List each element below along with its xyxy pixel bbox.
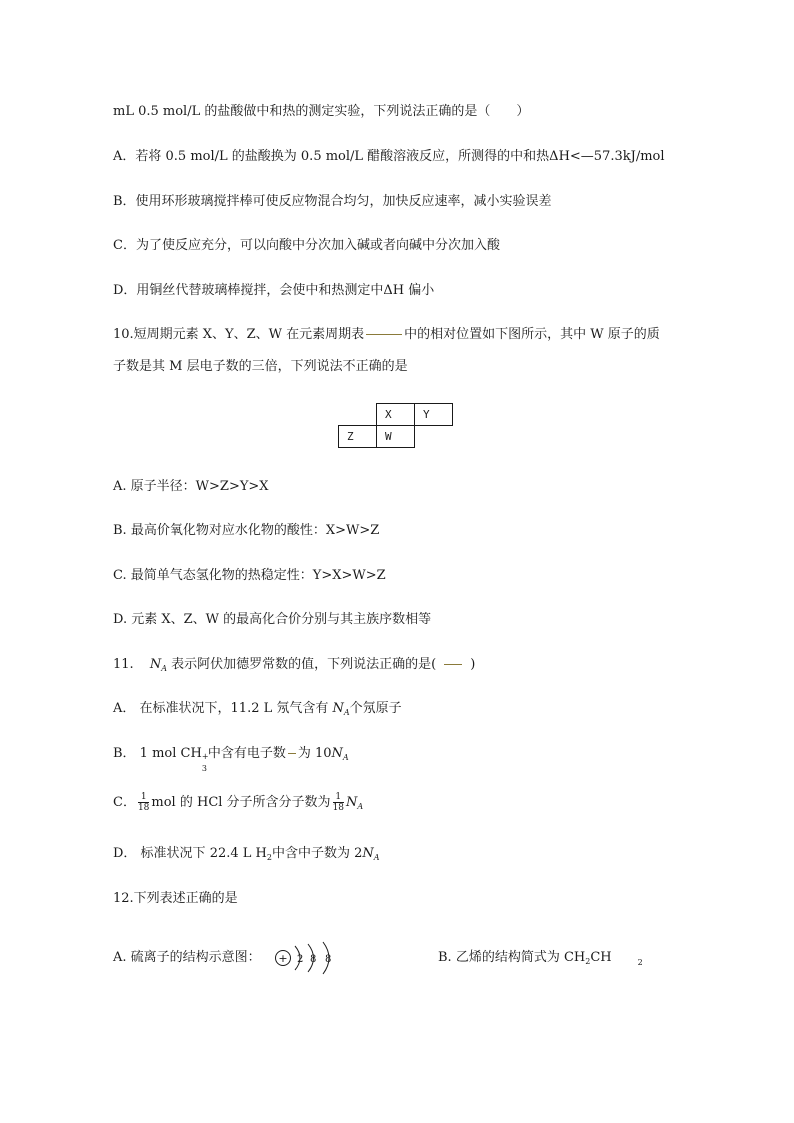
q11-option-d (113, 845, 380, 867)
q11-b-mid: 中含有电子数 (207, 746, 286, 761)
q12-option-a: A. 硫离子的结构示意图： (113, 950, 261, 965)
avogadro-symbol: $N_A$ (346, 795, 364, 811)
q11-b-tail: 为 10 (297, 746, 332, 761)
table-cell-z: Z (339, 426, 377, 448)
table-cell-y: Y (415, 404, 453, 426)
ch2-subscript: 2 (585, 957, 591, 966)
sulfide-ion-structure-diagram (272, 940, 342, 976)
q11-a-text: A． 在标准状况下，11.2 L 氖气含有 (113, 701, 333, 716)
q10-stem-line2: 子数是其 M 层电子数的三倍，下列说法不正确的是 (113, 359, 408, 374)
q10-stem-line1 (113, 326, 660, 344)
table-empty-cell (415, 426, 453, 448)
q11-b-text: B． 1 mol CH (113, 746, 202, 761)
q9-option-b: B．使用环形玻璃搅拌棒可使反应物混合均匀，加快反应速率，减小实验误差 (113, 194, 552, 209)
shell-electron-count: 8 (325, 954, 332, 965)
q10-option-a: A. 原子半径：W>Z>Y>X (113, 479, 269, 494)
avogadro-symbol: $N_A$ (331, 746, 349, 762)
q11-stem-text: 表示阿伏加德罗常数的值，下列说法正确的是( (171, 657, 437, 672)
answer-blank-underline (444, 664, 462, 665)
fill-blank-underline (288, 753, 296, 754)
q12-stem: 12.下列表述正确的是 (113, 891, 238, 906)
q10-stem-part1: 10.短周期元素 X、Y、Z、W 在元素周期表 (113, 327, 365, 342)
q11-option-a (113, 700, 402, 722)
q11-c-text: C． (113, 795, 136, 810)
table-cell-x: X (377, 404, 415, 426)
q11-a-tail: 个氖原子 (349, 701, 402, 716)
ch2-subscript-far: 2 (637, 958, 643, 967)
table-empty-cell (339, 404, 377, 426)
q9-option-a: A．若将 0.5 mol/L 的盐酸换为 0.5 mol/L 醋酸溶液反应，所测得的中和热ΔH<—57.3kJ/mol (113, 149, 665, 164)
h2-subscript: 2 (266, 853, 272, 862)
q11-option-c (113, 792, 363, 816)
fill-blank-underline (366, 334, 402, 335)
q11-number: 11. (113, 657, 134, 672)
avogadro-symbol: $N_A$ (149, 657, 167, 673)
table-cell-w: W (377, 426, 415, 448)
q11-d-mid: 中含中子数为 2 (271, 846, 363, 861)
periodic-position-table (338, 403, 453, 448)
q9-option-c: C．为了使反应充分，可以向酸中分次加入碱或者向碱中分次加入酸 (113, 238, 500, 253)
q10-option-d: D. 元素 X、Z、W 的最高化合价分别与其主族序数相等 (113, 612, 432, 627)
q11-c-mid: mol 的 HCl 分子所含分子数为 (151, 795, 331, 810)
avogadro-symbol: $N_A$ (332, 701, 350, 717)
q10-option-c: C. 最简单气态氢化物的热稳定性：Y>X>W>Z (113, 568, 386, 583)
q11-option-b: B． 1 mol CH + 3 中含有电子数 为 $10N_A$ (113, 746, 349, 773)
fraction-one-eighteenth: $\frac{1}{18}$ (332, 792, 345, 813)
q12-option-b (438, 949, 643, 972)
q11-stem-close: ) (470, 657, 476, 672)
q12-b-tail: CH (590, 950, 612, 965)
intro-line: mL 0.5 mol/L 的盐酸做中和热的测定实验，下列说法正确的是（ ） (113, 104, 530, 119)
shell-electron-count: 8 (310, 954, 317, 965)
q9-option-d: D．用铜丝代替玻璃棒搅拌，会使中和热测定中ΔH 偏小 (113, 283, 435, 298)
q11-d-text: D． 标准状况下 22.4 L H (113, 846, 267, 861)
avogadro-symbol: $N_A$ (362, 846, 380, 862)
q12-b-text: B. 乙烯的结构简式为 CH (438, 950, 586, 965)
q10-option-b: B. 最高价氧化物对应水化物的酸性：X>W>Z (113, 523, 380, 538)
nucleus-charge: + (278, 952, 288, 965)
q10-stem-part2: 中的相对位置如下图所示，其中 W 原子的质 (404, 327, 660, 342)
q11-stem (113, 656, 475, 678)
fraction-one-eighteenth: $\frac{1}{18}$ (137, 792, 150, 813)
shell-electron-count: 2 (297, 954, 304, 965)
